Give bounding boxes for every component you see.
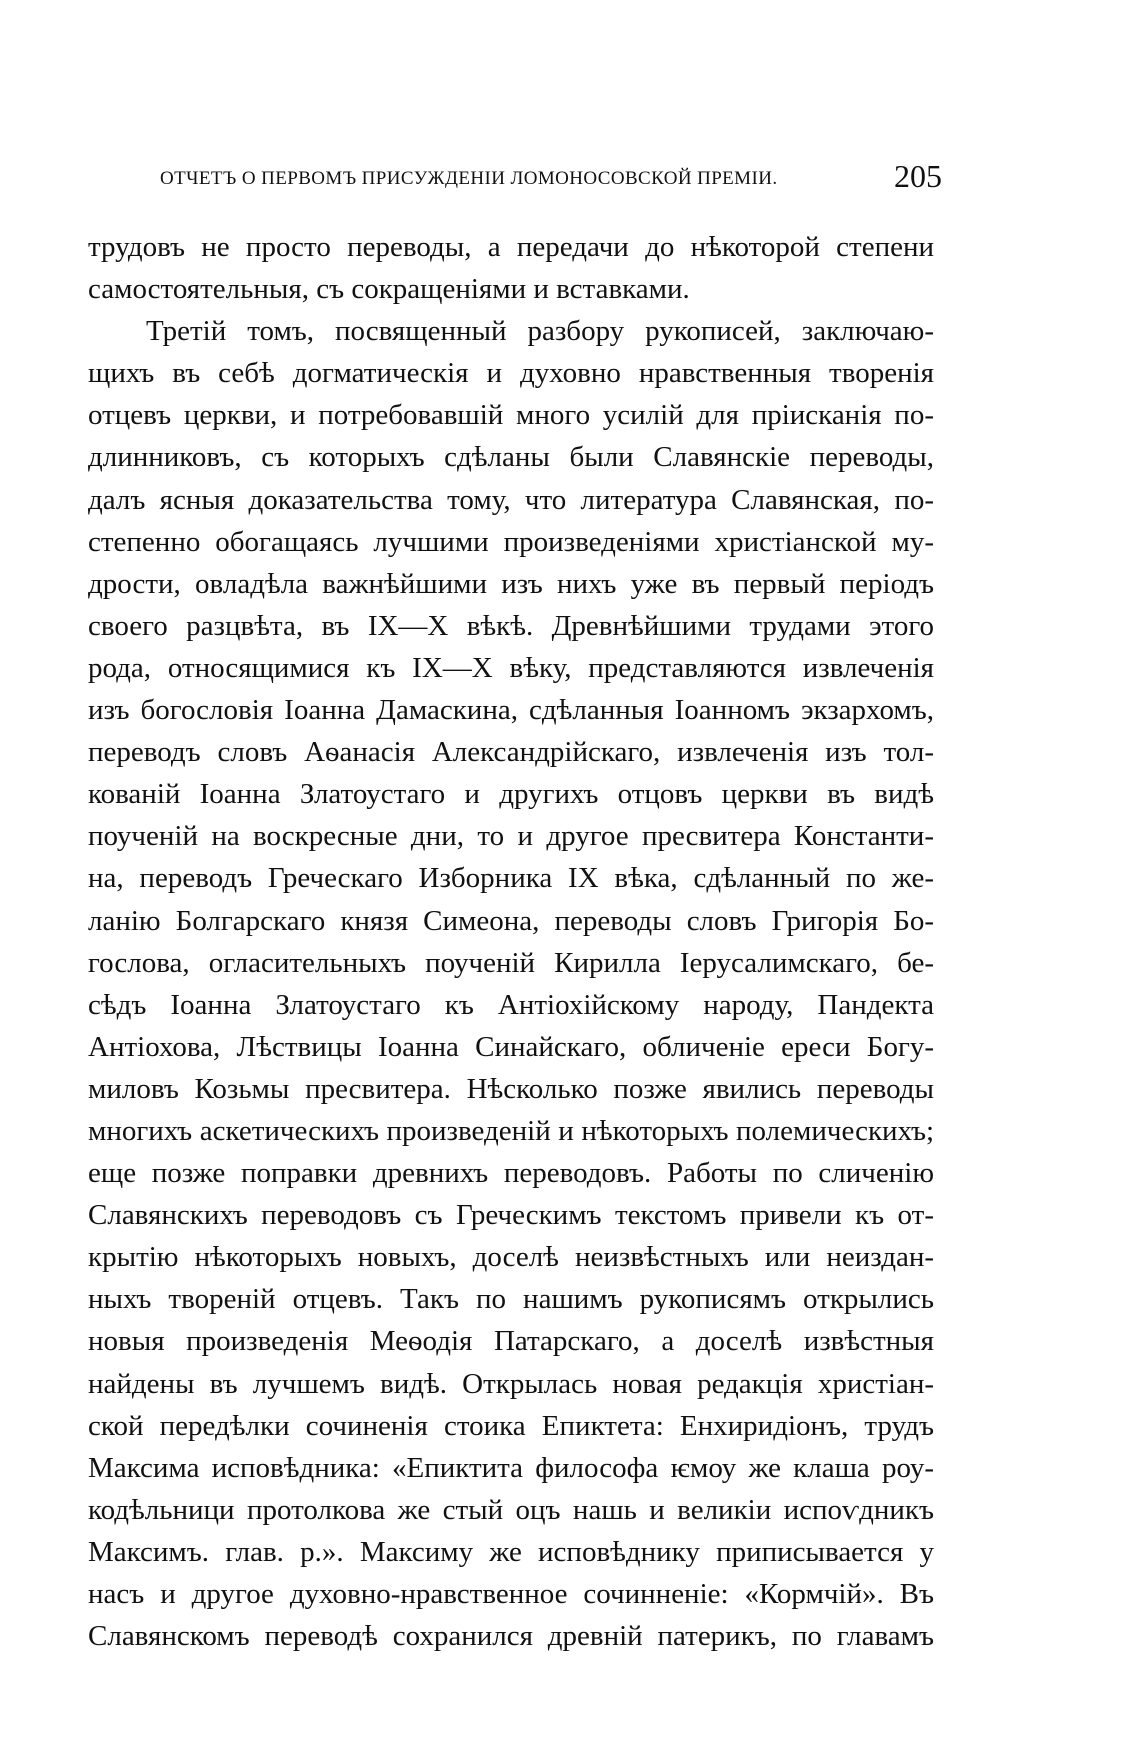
text-line: Максимъ. глав. р.». Максиму же исповѣднику приписывается у — [88, 1535, 934, 1568]
text-line: гослова, огласительныхъ поученій Кирилла Іерусалимскаго, бе- — [88, 946, 934, 979]
text-line: длинниковъ, съ которыхъ сдѣланы были Славянскіе переводы, — [88, 441, 934, 474]
page-number: 205 — [894, 158, 942, 194]
text-line: ныхъ твореній отцевъ. Такъ по нашимъ рукописямъ открылись — [88, 1283, 934, 1316]
text-line: щихъ въ себѣ догматическія и духовно нравственныя творенія — [88, 357, 934, 390]
text-line: кодѣльници протолкова же стый оцъ нашь и великіи испоѵдникъ — [88, 1493, 934, 1526]
text-line: самостоятельныя, съ сокращеніями и вставками. — [88, 273, 690, 306]
text-line: переводъ словъ Аѳанасія Александрійскаго, извлеченія изъ тол- — [88, 736, 934, 769]
text-line: на, переводъ Греческаго Изборника IX вѣка, сдѣланный по же- — [88, 862, 934, 895]
text-line: поученій на воскресные дни, то и другое пресвитера Константи- — [88, 820, 934, 853]
text-line: ской передѣлки сочиненія стоика Епиктета: Енхиридіонъ, трудъ — [88, 1409, 934, 1442]
running-head — [160, 158, 942, 198]
text-line: Максима исповѣдника: «Епиктита философа ѥмоу же клаша роу- — [88, 1451, 934, 1484]
text-line: Антіохова, Лѣствицы Іоанна Синайскаго, обличеніе ереси Богу- — [88, 1030, 934, 1063]
text-line: отцевъ церкви, и потребовавшій много усилій для пріисканія по- — [88, 399, 934, 432]
text-line: Славянскомъ переводѣ сохранился древній патерикъ, по главамъ — [88, 1620, 934, 1653]
text-line: Славянскихъ переводовъ съ Греческимъ текстомъ привели къ от- — [88, 1199, 934, 1232]
text-line: своего разцвѣта, въ IX—X вѣкѣ. Древнѣйшими трудами этого — [88, 609, 934, 642]
text-line: ланію Болгарскаго князя Симеона, переводы словъ Григорія Бо- — [88, 904, 934, 937]
text-line: найдены въ лучшемъ видѣ. Открылась новая редакція христіан- — [88, 1367, 934, 1400]
text-line: насъ и другое духовно-нравственное сочинненіе: «Кормчій». Въ — [88, 1578, 934, 1610]
paragraph-first-line: Третій томъ, посвященный разбору рукописей, заключаю- — [146, 315, 934, 348]
text-line: рода, относящимися къ IX—X вѣку, представляются извлеченія — [88, 651, 934, 684]
text-line: изъ богословія Іоанна Дамаскина, сдѣланныя Іоанномъ экзархомъ, — [88, 694, 934, 727]
text-line: далъ ясныя доказательства тому, что литература Славянская, по- — [88, 483, 934, 516]
text-line: многихъ аскетическихъ произведеній и нѣкоторыхъ полемическихъ; — [88, 1114, 934, 1147]
text-line: дрости, овладѣла важнѣйшими изъ нихъ уже въ первый періодъ — [88, 567, 934, 600]
text-line: трудовъ не просто переводы, а передачи до нѣкоторой степени — [88, 231, 934, 263]
text-line: миловъ Козьмы пресвитера. Нѣсколько позже явились переводы — [88, 1072, 934, 1105]
body-text — [88, 226, 934, 1657]
text-line: сѣдъ Іоанна Златоустаго къ Антіохійскому народу, Пандекта — [88, 988, 934, 1021]
text-line: степенно обогащаясь лучшими произведеніями христіанской му- — [88, 525, 934, 558]
text-line: новыя произведенія Меѳодія Патарскаго, а доселѣ извѣстныя — [88, 1325, 934, 1358]
text-line: еще позже поправки древнихъ переводовъ. Работы по сличенію — [88, 1157, 934, 1190]
running-title: ОТЧЕТЪ О ПЕРВОМЪ ПРИСУЖДЕНІИ ЛОМОНОСОВСКОЙ ПРЕМІИ. — [160, 168, 778, 189]
text-line: кованій Іоанна Златоустаго и другихъ отцовъ церкви въ видѣ — [88, 778, 934, 811]
text-line: крытію нѣкоторыхъ новыхъ, доселѣ неизвѣстныхъ или неиздан- — [88, 1241, 934, 1274]
